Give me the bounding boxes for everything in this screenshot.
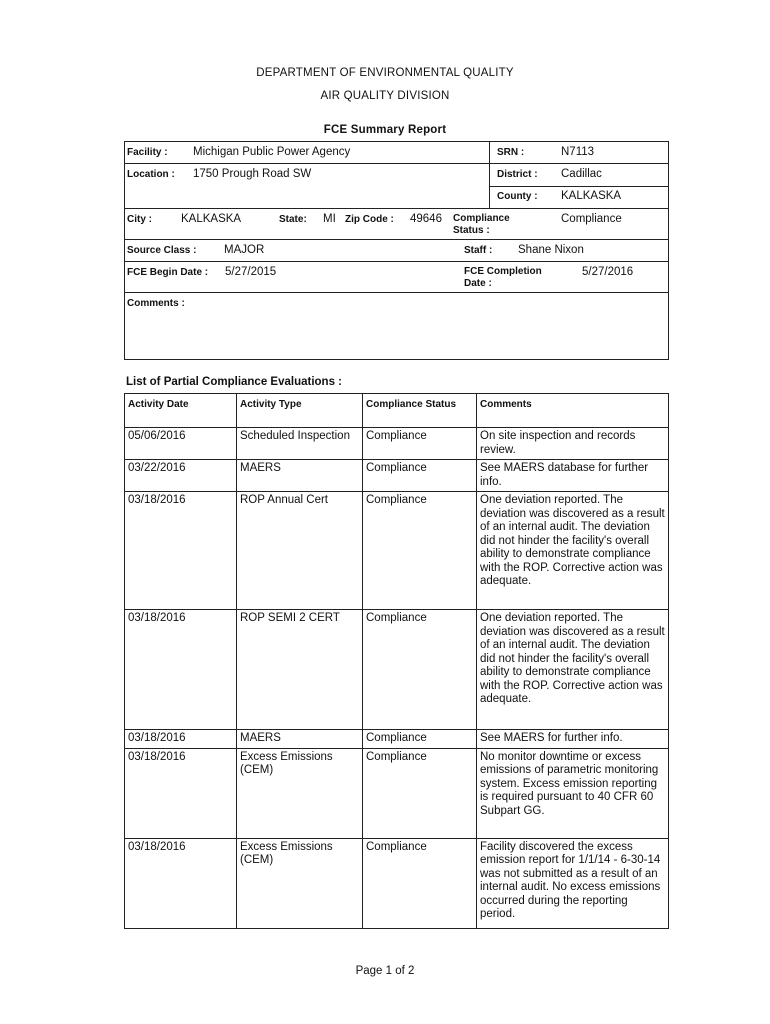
activity-date: 03/18/2016	[125, 610, 237, 730]
comments: One deviation reported. The deviation was discovered as a result of an internal audit. The deviation did not hinder the facility's overall ability to demonstrate compliance with the ROP. Corrective action was adequate.	[477, 610, 669, 730]
facility-value: Michigan Public Power Agency	[193, 146, 351, 158]
activity-date: 03/18/2016	[125, 748, 237, 838]
column-header: Compliance Status	[363, 394, 477, 428]
rule	[124, 292, 669, 293]
comments: See MAERS database for further info.	[477, 460, 669, 492]
compliance-status: Compliance	[363, 748, 477, 838]
staff-label: Staff :	[464, 245, 493, 256]
state-label: State:	[279, 214, 307, 225]
rule	[124, 239, 669, 240]
table-row	[125, 730, 669, 749]
activity-date: 03/22/2016	[125, 460, 237, 492]
table-row	[125, 428, 669, 460]
county-label: County :	[497, 191, 538, 202]
rule	[489, 141, 490, 208]
column-header: Activity Date	[125, 394, 237, 428]
activity-date: 03/18/2016	[125, 838, 237, 928]
location-label: Location :	[127, 169, 175, 180]
activity-date: 03/18/2016	[125, 492, 237, 610]
fce-completion-label: FCE Completion Date :	[464, 266, 542, 289]
comments: One deviation reported. The deviation was discovered as a result of an internal audit. The deviation did not hinder the facility's overall ability to demonstrate compliance with the ROP. Corrective action was adequate.	[477, 492, 669, 610]
comments: See MAERS for further info.	[477, 730, 669, 749]
state-value: MI	[323, 213, 336, 225]
srn-value: N7113	[561, 146, 595, 158]
facility-label: Facility :	[127, 147, 168, 158]
comments: Facility discovered the excess emission report for 1/1/14 - 6-30-14 was not submitted as a result of an internal audit. No excess emissions occurred during the reporting period.	[477, 838, 669, 928]
compliance-status: Compliance	[363, 460, 477, 492]
compliance-status-label: Compliance Status :	[453, 213, 510, 236]
location-value: 1750 Prough Road SW	[193, 168, 312, 180]
compliance-status: Compliance	[363, 428, 477, 460]
district-value: Cadillac	[561, 168, 602, 180]
table-row	[125, 610, 669, 730]
table-row	[125, 838, 669, 928]
zip-label: Zip Code :	[345, 214, 394, 225]
division-title: AIR QUALITY DIVISION	[320, 90, 450, 102]
srn-label: SRN :	[497, 147, 525, 158]
comments-label: Comments :	[127, 298, 185, 309]
table-row	[125, 460, 669, 492]
rule	[124, 261, 669, 262]
activity-type: ROP Annual Cert	[237, 492, 363, 610]
activity-type: Scheduled Inspection	[237, 428, 363, 460]
table-row	[125, 492, 669, 610]
rule	[124, 208, 669, 209]
city-value: KALKASKA	[181, 213, 242, 225]
comments: No monitor downtime or excess emissions of parametric monitoring system. Excess emission reporting is required pursuant to 40 CFR 60 Subpart GG.	[477, 748, 669, 838]
compliance-status-value: Compliance	[561, 213, 622, 225]
source-class-label: Source Class :	[127, 245, 197, 256]
compliance-status: Compliance	[363, 610, 477, 730]
pce-table	[124, 393, 669, 929]
rule	[124, 163, 669, 164]
activity-date: 03/18/2016	[125, 730, 237, 749]
district-label: District :	[497, 169, 538, 180]
report-title: FCE Summary Report	[323, 124, 447, 136]
page-number: Page 1 of 2	[355, 965, 415, 977]
column-header: Activity Type	[237, 394, 363, 428]
rule	[489, 186, 669, 187]
pce-table-header	[125, 394, 669, 428]
activity-type: MAERS	[237, 460, 363, 492]
department-title: DEPARTMENT OF ENVIRONMENTAL QUALITY	[256, 67, 514, 79]
zip-value: 49646	[410, 213, 442, 225]
fce-begin-value: 5/27/2015	[225, 266, 277, 278]
fce-begin-label: FCE Begin Date :	[127, 267, 209, 278]
pce-list-title: List of Partial Compliance Evaluations :	[126, 376, 342, 388]
comments: On site inspection and records review.	[477, 428, 669, 460]
column-header: Comments	[477, 394, 669, 428]
activity-date: 05/06/2016	[125, 428, 237, 460]
city-label: City :	[127, 214, 152, 225]
compliance-status: Compliance	[363, 838, 477, 928]
activity-type: MAERS	[237, 730, 363, 749]
county-value: KALKASKA	[561, 190, 622, 202]
source-class-value: MAJOR	[224, 244, 265, 256]
activity-type: Excess Emissions (CEM)	[237, 838, 363, 928]
activity-type: Excess Emissions (CEM)	[237, 748, 363, 838]
staff-value: Shane Nixon	[518, 244, 584, 256]
table-row	[125, 748, 669, 838]
compliance-status: Compliance	[363, 492, 477, 610]
compliance-status: Compliance	[363, 730, 477, 749]
fce-completion-value: 5/27/2016	[582, 266, 634, 278]
activity-type: ROP SEMI 2 CERT	[237, 610, 363, 730]
